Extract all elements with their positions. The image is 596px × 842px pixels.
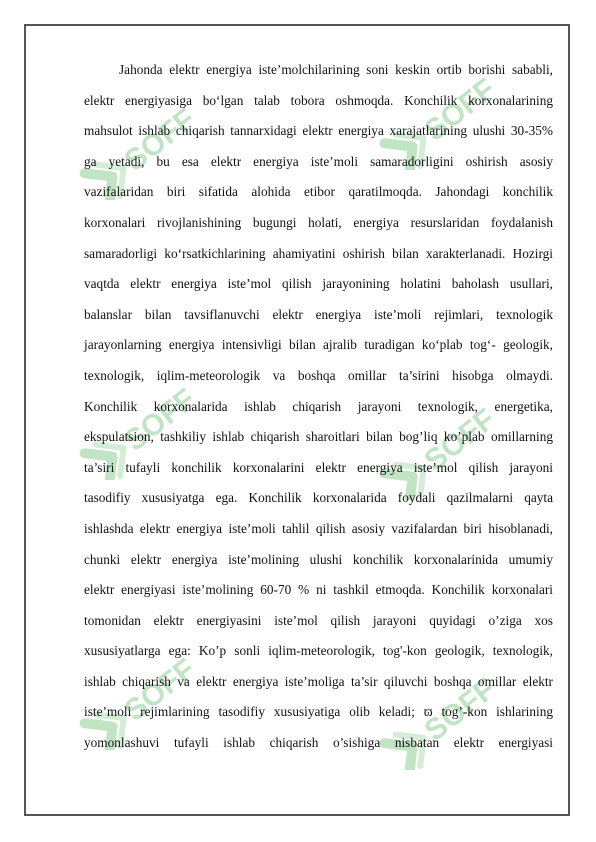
- svg-text:SOFF: SOFF: [118, 382, 202, 458]
- text-line: elektr energiyasiga bo‘lgan talab tobora oshmoqda. Konchilik korxonalarining: [84, 92, 553, 108]
- text-line: yomonlashuvi tufayli ishlab chiqarish o’sishiga nisbatan elektr energiyasi: [84, 735, 553, 751]
- text-line: iste’moli rejimlarining tasodifiy xususiyatiga olib keladi; ϖ tog’-kon ishlarining: [84, 704, 553, 720]
- text-line: ishlashda elektr energiya iste’moli tahlil qilish asosiy vazifalardan biri hisoblanadi,: [84, 520, 553, 536]
- text-line: tomonidan elektr energiyasini iste’mol qilish jarayoni quyidagi o’ziga xos: [84, 612, 553, 628]
- svg-text:SOFF: SOFF: [118, 652, 202, 728]
- text-line: chunki elektr energiya iste’molining ulushi konchilik korxonalarinida umumiy: [84, 551, 553, 567]
- text-line: vaqtda elektr energiya iste’mol qilish jarayonining holatini baholash usullari,: [84, 276, 553, 292]
- text-line: samaradorligi ko‘rsatkichlarining ahamiyatini oshirish bilan xarakterlanadi. Hozirgi: [84, 245, 553, 261]
- text-line: ekspulatsion, tashkiliy ishlab chiqarish sharoitlari bilan bog’liq ko’plab omillarning: [84, 429, 553, 445]
- text-line: tasodifiy xususiyatga ega. Konchilik korxonalarida foydali qazilmalarni qayta: [84, 490, 553, 506]
- text-line: jarayonlarning energiya intensivligi bilan ajralib turadigan ko‘plab tog‘- geologik,: [84, 337, 553, 353]
- text-line: elektr energiyasi iste’molining 60-70 % ni tashkil etmoqda. Konchilik korxonalari: [84, 582, 553, 598]
- text-line: balanslar bilan tavsiflanuvchi elektr energiya iste’moli rejimlari, texnologik: [84, 306, 553, 322]
- text-line: xususiyatlarga ega: Ko’p sonli iqlim-meteorologik, tog'-kon geologik, texnologik,: [84, 643, 553, 659]
- text-line: ta’siri tufayli konchilik korxonalarini elektr energiya iste’mol qilish jarayoni: [84, 459, 553, 475]
- text-line: Konchilik korxonalarida ishlab chiqarish jarayoni texnologik, energetika,: [84, 398, 553, 414]
- text-line: vazifalaridan biri sifatida alohida etibor qaratilmoqda. Jahondagi konchilik: [84, 184, 553, 200]
- svg-text:SOFF: SOFF: [118, 102, 202, 178]
- document-paragraph: [84, 55, 553, 759]
- svg-text:SOFF: SOFF: [418, 72, 502, 148]
- text-line: mahsulot ishlab chiqarish tannarxidagi elektr energiya xarajatlarining ulushi 30-35%: [84, 123, 553, 139]
- text-line: Jahonda elektr energiya iste’molchilarining soni keskin ortib borishi sababli,: [119, 62, 553, 77]
- svg-text:SOFF: SOFF: [418, 402, 502, 478]
- text-line: korxonalari rivojlanishining bugungi holati, energiya resurslaridan foydalanish: [84, 214, 553, 230]
- text-line: ga yetadi, bu esa elektr energiya iste’moli samaradorligini oshirish asosiy: [84, 153, 553, 169]
- svg-text:SOFF: SOFF: [418, 672, 502, 748]
- text-line: ishlab chiqarish va elektr energiya iste’moliga ta’sir qiluvchi boshqa omillar elektr: [84, 673, 553, 689]
- text-line: texnologik, iqlim-meteorologik va boshqa omillar ta’sirini hisobga olmaydi.: [84, 367, 553, 383]
